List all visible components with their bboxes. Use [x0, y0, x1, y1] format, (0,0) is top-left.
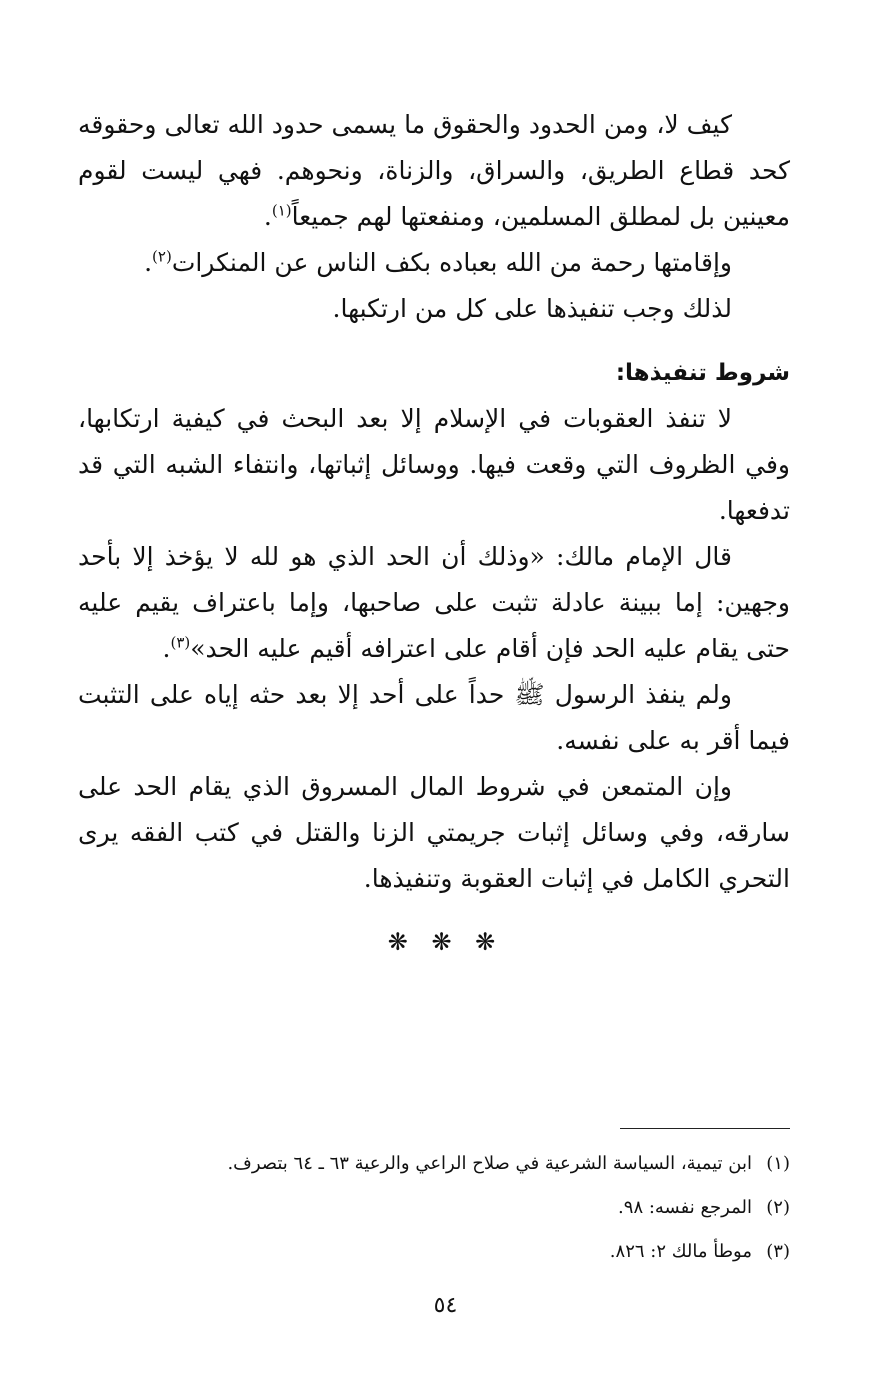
paragraph-6: ولم ينفذ الرسول ﷺ حداً على أحد إلا بعد حثه إياه على التثبت فيما أقر به على نفسه. [78, 680, 790, 755]
section-heading: شروط تنفيذها: [615, 360, 790, 386]
footnote-ref-3: (٣) [170, 633, 191, 652]
paragraph-1-text: كيف لا، ومن الحدود والحقوق ما يسمى حدود الله تعالى وحقوقه كحد قطاع الطريق، والسراق، والزناة، ونحوهم. فهي ليست لقوم معينين بل لمطلق المسلمين، ومنفعتها لهم جميعاً [78, 110, 790, 231]
paragraph-5-end: . [162, 634, 171, 663]
footnote-text: ابن تيمية، السياسة الشرعية في صلاح الراعي والرعية ٦٣ ـ ٦٤ بتصرف. [227, 1153, 752, 1174]
footnote-text: المرجع نفسه: ٩٨. [618, 1197, 752, 1218]
footnote-text: موطأ مالك ٢: ٨٢٦. [609, 1241, 752, 1262]
paragraph-2-text: وإقامتها رحمة من الله بعباده بكف الناس عن المنكرات [171, 248, 732, 277]
paragraph-1 [78, 102, 790, 240]
paragraph-7: وإن المتمعن في شروط المال المسروق الذي يقام الحد على سارقه، وفي وسائل إثبات جريمتي الزنا والقتل في كتب الفقه يرى التحري الكامل في إثبات العقوبة وتنفيذها. [78, 772, 790, 893]
section-separator: ❋ ❋ ❋ [387, 928, 504, 956]
footnote-number: (١) [766, 1153, 790, 1174]
footnote-2 [150, 1186, 790, 1230]
paragraph-2 [78, 240, 790, 286]
footnote-divider [620, 1128, 790, 1129]
footnote-number: (٣) [766, 1241, 790, 1262]
footnote-number: (٢) [766, 1197, 790, 1218]
footnote-ref-1: (١) [271, 201, 292, 220]
paragraph-1-end: . [263, 202, 272, 231]
paragraph-4: لا تنفذ العقوبات في الإسلام إلا بعد البحث في كيفية ارتكابها، وفي الظروف التي وقعت فيها. ووسائل إثباتها، وانتفاء الشبه التي قد تدفعها. [78, 404, 790, 525]
footnotes [150, 1142, 790, 1274]
paragraph-5-text: قال الإمام مالك: «وذلك أن الحد الذي هو لله لا يؤخذ إلا بأحد وجهين: إما ببينة عادلة تثبت على صاحبها، وإما باعتراف يقيم عليه حتى يقام عليه الحد فإن أقام على اعترافه أقيم عليه الحد» [78, 542, 790, 663]
paragraph-5 [78, 534, 790, 672]
footnote-ref-2: (٢) [152, 247, 172, 266]
footnote-1 [150, 1142, 790, 1186]
footnote-3 [150, 1230, 790, 1274]
main-text [78, 102, 790, 902]
paragraph-2-end: . [144, 248, 153, 277]
page-number: ٥٤ [433, 1293, 458, 1318]
paragraph-3: لذلك وجب تنفيذها على كل من ارتكبها. [332, 294, 732, 323]
